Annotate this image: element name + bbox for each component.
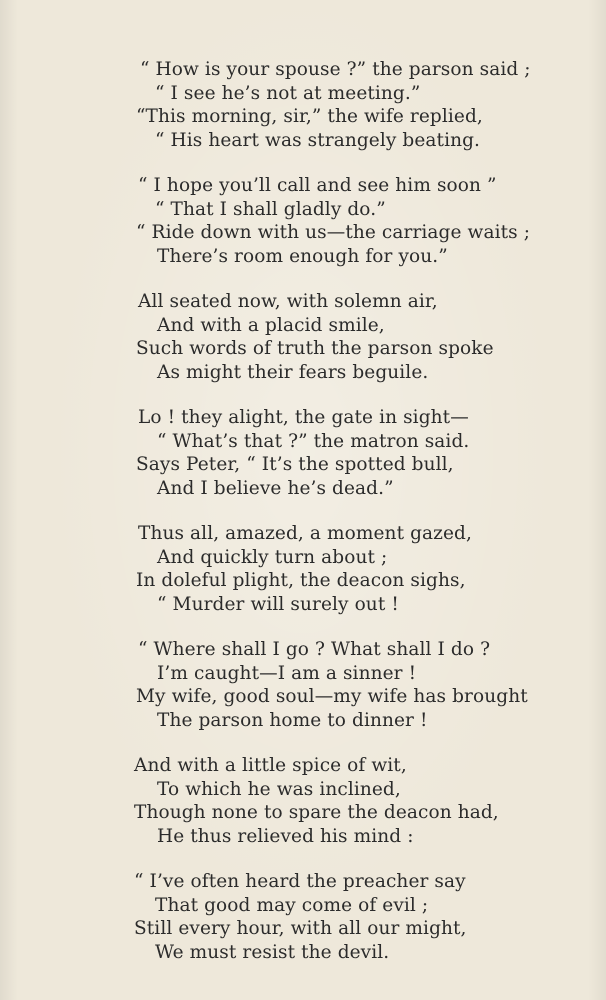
stanza (0, 58, 606, 152)
poem-line: And quickly turn about ; (157, 546, 388, 568)
poem-line: And with a placid smile, (157, 314, 385, 336)
poem-line: Thus all, amazed, a moment gazed, (138, 523, 472, 544)
poem-line: Lo ! they alight, the gate in sight— (138, 407, 469, 428)
poem-line: “ What’s that ?” the matron said. (157, 430, 470, 452)
poem-line: “ I’ve often heard the preacher say (134, 871, 466, 892)
poem-line: My wife, good soul—my wife has brought (136, 686, 528, 707)
poem-line: “ His heart was strangely beating. (155, 129, 481, 151)
poem-line: In doleful plight, the deacon sighs, (136, 570, 466, 591)
stanza (0, 174, 606, 268)
poem-line: I’m caught—I am a sinner ! (157, 662, 417, 684)
poem-line: To which he was inclined, (157, 778, 401, 800)
poem-line: “ Ride down with us—the carriage waits ; (136, 222, 531, 243)
poem (0, 58, 606, 986)
poem-line: We must resist the devil. (155, 941, 390, 963)
stanza (0, 522, 606, 616)
poem-line: As might their fears beguile. (157, 361, 429, 383)
poem-line: “ I see he’s not at meeting.” (155, 82, 421, 104)
poem-line: “ Where shall I go ? What shall I do ? (138, 639, 491, 660)
poem-line: He thus relieved his mind : (157, 825, 414, 847)
poem-line: Says Peter, “ It’s the spotted bull, (136, 454, 454, 475)
stanza (0, 638, 606, 732)
poem-line: “ Murder will surely out ! (157, 593, 399, 615)
poem-line: “ That I shall gladly do.” (155, 198, 386, 220)
poem-line: “ How is your spouse ?” the parson said ; (140, 59, 531, 80)
poem-line: “ I hope you’ll call and see him soon ” (138, 175, 497, 196)
poem-line: Such words of truth the parson spoke (136, 338, 494, 359)
stanza (0, 754, 606, 848)
stanza (0, 406, 606, 500)
poem-line: And with a little spice of wit, (134, 755, 407, 776)
poem-line: Still every hour, with all our might, (134, 918, 467, 939)
poem-line: “This morning, sir,” the wife replied, (136, 106, 483, 127)
stanza (0, 290, 606, 384)
poem-line: That good may come of evil ; (155, 894, 429, 916)
poem-line: All seated now, with solemn air, (138, 291, 438, 312)
poem-line: And I believe he’s dead.” (157, 477, 394, 499)
poem-line: Though none to spare the deacon had, (134, 802, 499, 823)
poem-line: There’s room enough for you.” (157, 245, 448, 267)
poem-line: The parson home to dinner ! (157, 709, 428, 731)
stanza (0, 870, 606, 964)
